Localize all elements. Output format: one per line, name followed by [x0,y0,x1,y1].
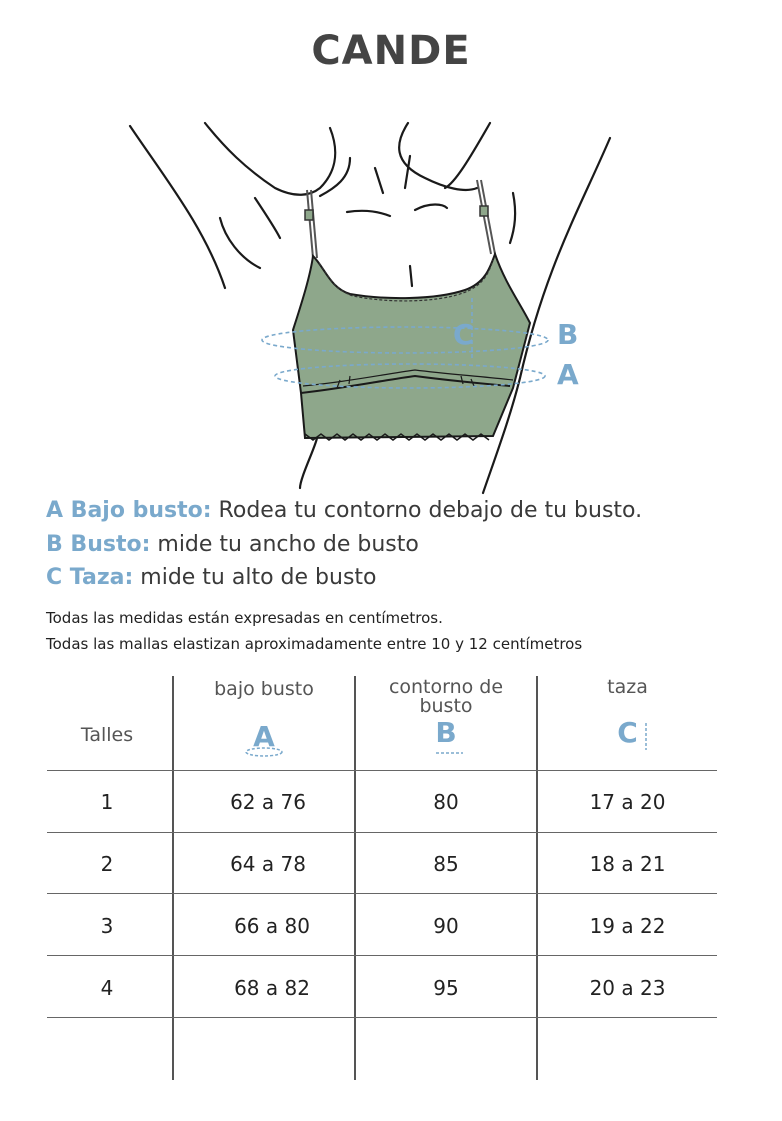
width-guide-icon [435,750,465,756]
definition-key: B Busto: [46,531,151,557]
cell-bajo-busto: 68 a 82 [234,976,310,1000]
height-guide-icon [643,722,649,752]
cell-bajo-busto: 66 a 80 [234,914,310,938]
cell-bajo-busto: 64 a 78 [230,852,306,876]
cell-contorno: 90 [433,914,459,938]
table-rule [47,770,717,771]
definition-key: A Bajo busto: [46,498,212,523]
definition-b [46,528,642,562]
definition-text: mide tu ancho de busto [150,531,419,557]
cell-contorno: 95 [433,976,459,1000]
header-contorno-line2: busto [419,695,473,717]
cell-contorno: 85 [433,852,459,876]
size-table [47,676,717,1080]
definition-c [46,561,642,595]
header-taza: taza [607,676,648,698]
ellipse-guide-icon [244,746,284,758]
measurement-definitions [46,494,642,595]
definition-a [46,494,642,528]
table-rule [47,955,717,956]
cell-bajo-busto: 62 a 76 [230,790,306,814]
cell-taza: 18 a 21 [589,852,666,876]
cell-taza: 17 a 20 [589,790,666,814]
illus-label-a: A [557,358,579,391]
header-letter-a: A [253,720,275,753]
header-contorno-line1: contorno de [388,676,504,698]
note-elasticity: Todas las mallas elastizan aproximadamente entre 10 y 12 centímetros [46,635,583,653]
cell-contorno: 80 [433,790,459,814]
table-rule [47,832,717,833]
header-bajo-busto: bajo busto [214,678,314,700]
header-letter-b: B [435,716,457,749]
header-letter-c: C [617,716,638,749]
cell-taza: 19 a 22 [589,914,666,938]
definition-text: mide tu alto de busto [133,565,377,590]
cell-talle: 1 [100,790,114,814]
definition-text: Rodea tu contorno debajo de tu busto. [211,498,643,523]
page-title: CANDE [311,28,471,74]
header-talles: Talles [80,724,134,746]
definition-key: C Taza: [46,565,134,590]
illus-label-b: B [557,318,579,351]
notes [46,605,582,657]
cell-talle: 3 [100,914,114,938]
cell-taza: 20 a 23 [589,976,666,1000]
table-rule [47,893,717,894]
table-rule [47,1017,717,1018]
illus-label-c: C [453,318,474,351]
bra-illustration [125,118,625,498]
cell-talle: 4 [100,976,114,1000]
note-units: Todas las medidas están expresadas en centímetros. [46,609,443,627]
cell-talle: 2 [100,852,114,876]
